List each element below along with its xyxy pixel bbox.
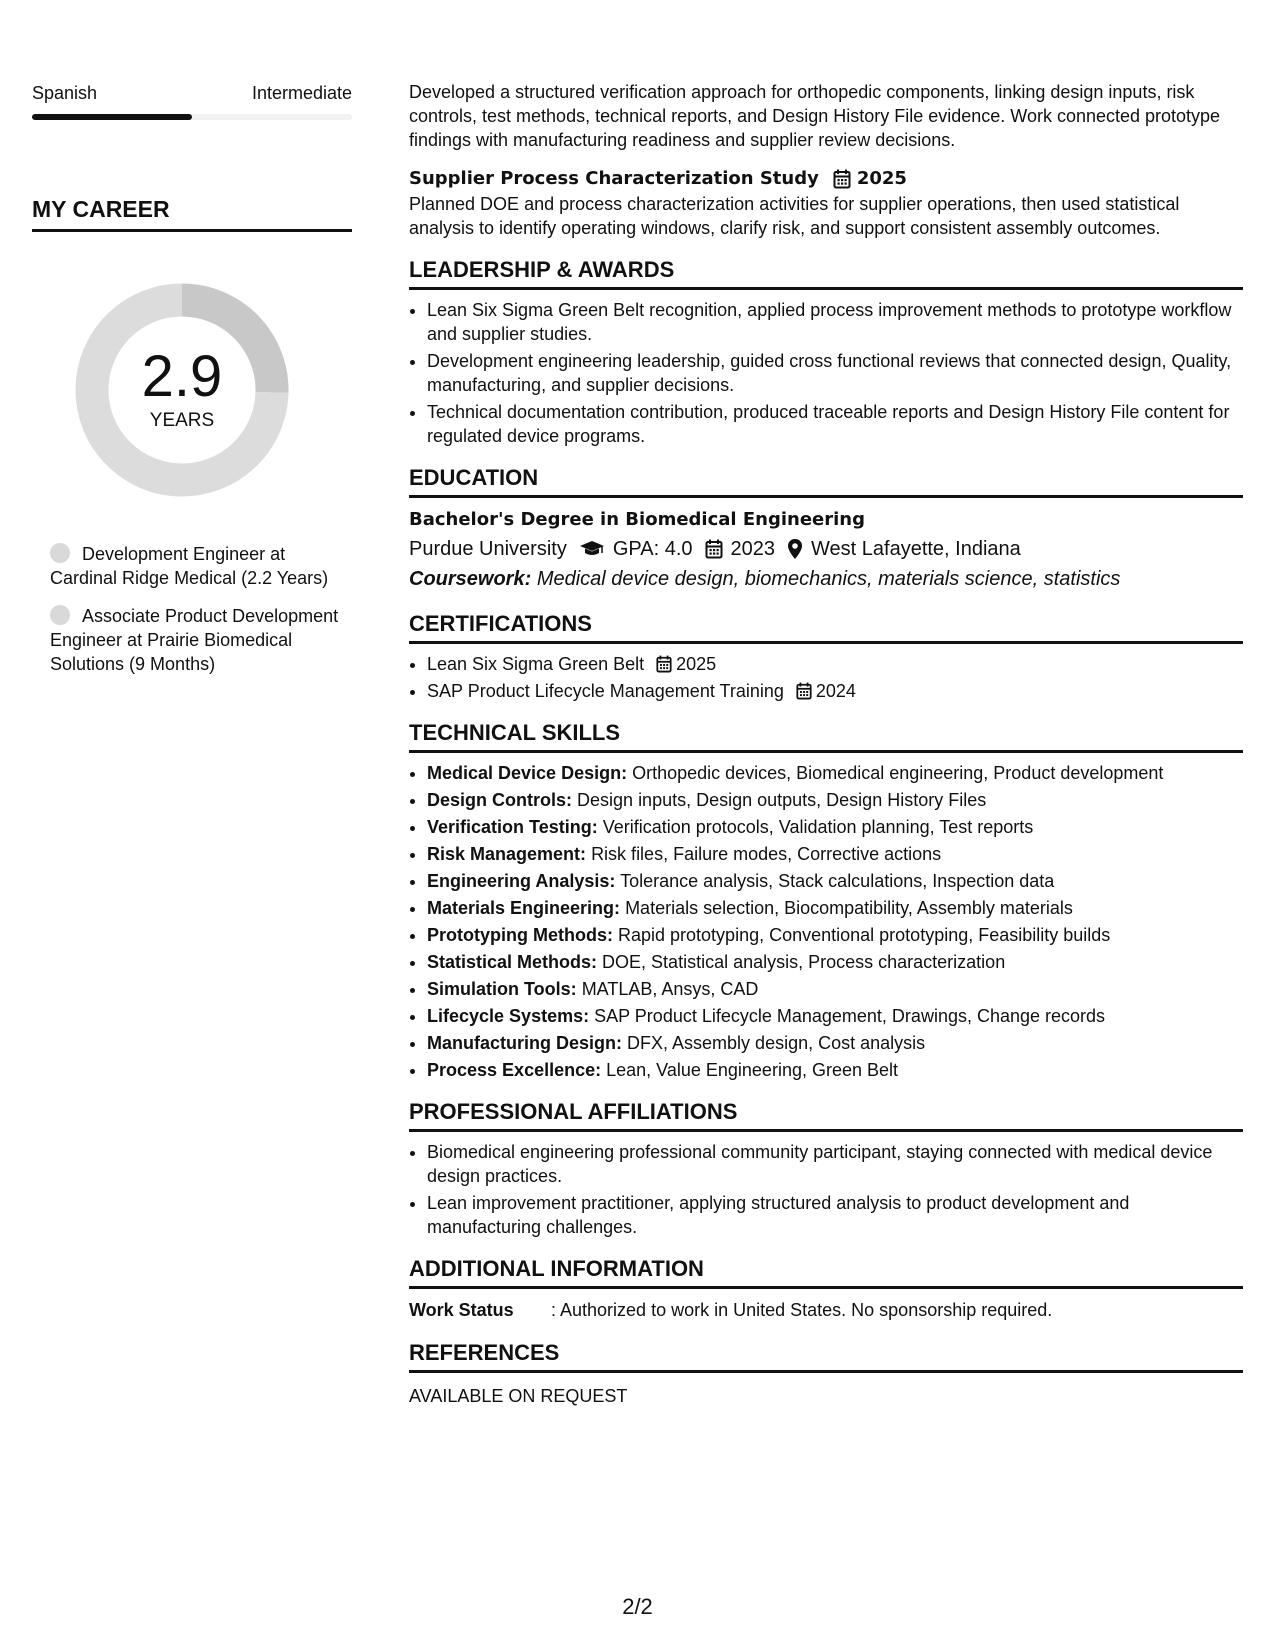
certifications-section — [409, 610, 1243, 703]
career-total-value: 2.9 — [141, 344, 223, 409]
skill-label: Prototyping Methods: — [427, 925, 613, 945]
skill-value: DFX, Assembly design, Cost analysis — [627, 1033, 926, 1053]
language-level: Intermediate — [251, 83, 352, 103]
skill-item — [427, 1031, 1243, 1055]
references-section — [409, 1339, 1243, 1409]
education-gpa: GPA: 4.0 — [612, 538, 693, 560]
skills-section — [409, 719, 1243, 1082]
list-item: • Technical documentation contribution, produced traceable reports and Design History File content for regulated device programs. — [427, 400, 1243, 448]
skill-value: Materials selection, Biocompatibility, Assembly materials — [625, 898, 1073, 918]
language-proficiency-bar — [32, 114, 352, 120]
skill-item — [427, 815, 1243, 839]
skill-value: MATLAB, Ansys, CAD — [581, 979, 759, 999]
education-section — [409, 464, 1243, 594]
work-status-row — [409, 1297, 1243, 1323]
skill-label: Risk Management: — [427, 844, 587, 864]
language-name: Spanish — [32, 83, 98, 103]
education-school: Purdue University — [409, 538, 567, 560]
skill-value: SAP Product Lifecycle Management, Drawings, Change records — [594, 1006, 1106, 1026]
section-title: ADDITIONAL INFORMATION — [409, 1255, 1243, 1289]
graduation-cap-icon — [579, 540, 605, 558]
skill-item — [427, 788, 1243, 812]
work-status-value: : Authorized to work in United States. No sponsorship required. — [551, 1300, 1053, 1320]
skill-value: Rapid prototyping, Conventional prototyping, Feasibility builds — [618, 925, 1111, 945]
project-description: Planned DOE and process characterization activities for supplier operations, then used statistical analysis to identify operating windows, clarify risk, and support consistent assembly outcomes. — [409, 194, 1180, 238]
skill-item — [427, 869, 1243, 893]
skill-value: Lean, Value Engineering, Green Belt — [606, 1060, 899, 1080]
career-total-unit: YEARS — [149, 410, 215, 431]
affiliations-section — [409, 1098, 1243, 1239]
section-title: LEADERSHIP & AWARDS — [409, 256, 1243, 290]
career-item — [50, 542, 352, 590]
career-donut-chart — [66, 274, 298, 506]
main-column — [409, 80, 1243, 1409]
career-item-text: Associate Product Development Engineer at Prairie Biomedical Solutions (9 Months) — [50, 606, 339, 674]
education-location: West Lafayette, Indiana — [811, 538, 1021, 560]
language-row — [32, 80, 352, 106]
references-text: AVAILABLE ON REQUEST — [409, 1386, 628, 1406]
work-status-label: Work Status — [409, 1300, 514, 1320]
education-degree: Bachelor's Degree in Biomedical Engineering — [409, 509, 865, 530]
page-number: 2/2 — [622, 1594, 653, 1619]
career-list — [32, 542, 352, 676]
skill-label: Process Excellence: — [427, 1060, 602, 1080]
career-dot-icon — [50, 543, 70, 563]
leadership-list — [409, 298, 1243, 448]
list-item: • Lean Six Sigma Green Belt recognition, applied process improvement methods to prototype workflow and supplier studies. — [427, 298, 1243, 346]
skill-value: Tolerance analysis, Stack calculations, Inspection data — [620, 871, 1055, 891]
experience-description: Developed a structured verification approach for orthopedic components, linking design inputs, risk controls, test methods, technical reports, and Design History File evidence. Work connected prototype findings with manufacturing readiness and supplier review decisions. — [409, 82, 1221, 150]
certification-name: • SAP Product Lifecycle Management Training — [427, 681, 784, 701]
sidebar — [32, 80, 352, 690]
skill-item — [427, 950, 1243, 974]
skill-label: Lifecycle Systems: — [427, 1006, 590, 1026]
section-title: TECHNICAL SKILLS — [409, 719, 1243, 753]
list-item — [427, 679, 1243, 703]
certification-entry — [427, 679, 1243, 703]
skill-label: Manufacturing Design: — [427, 1033, 623, 1053]
skill-label: Verification Testing: — [427, 817, 598, 837]
skill-label: Materials Engineering: — [427, 898, 621, 918]
calendar-icon — [656, 655, 672, 673]
calendar-icon — [796, 682, 812, 700]
list-item: • Biomedical engineering professional community participant, staying connected with medical device design practices. — [427, 1140, 1243, 1188]
list-item: • Development engineering leadership, guided cross functional reviews that connected design, Quality, manufacturing, and supplier decisions. — [427, 349, 1243, 397]
certification-year: 2025 — [676, 654, 717, 674]
career-dot-icon — [50, 605, 70, 625]
skill-value: Orthopedic devices, Biomedical engineering, Product development — [632, 763, 1164, 783]
certifications-list — [409, 652, 1243, 703]
section-title: PROFESSIONAL AFFILIATIONS — [409, 1098, 1243, 1132]
certification-entry — [427, 652, 1243, 676]
donut-center — [66, 274, 298, 506]
certification-year: 2024 — [815, 681, 856, 701]
skill-item — [427, 761, 1243, 785]
education-year: 2023 — [730, 538, 776, 560]
section-title: REFERENCES — [409, 1339, 1243, 1373]
project-header — [409, 166, 1243, 192]
education-coursework — [409, 564, 1243, 594]
coursework-label: Coursework: — [409, 568, 532, 590]
skill-item — [427, 923, 1243, 947]
section-title: CERTIFICATIONS — [409, 610, 1243, 644]
skill-item — [427, 1004, 1243, 1028]
career-item-text: Development Engineer at Cardinal Ridge Medical (2.2 Years) — [50, 544, 329, 588]
skill-value: Risk files, Failure modes, Corrective actions — [591, 844, 942, 864]
skill-item — [427, 1058, 1243, 1082]
skill-value: Design inputs, Design outputs, Design History Files — [577, 790, 987, 810]
calendar-icon — [705, 539, 723, 559]
skills-list — [409, 761, 1243, 1082]
certification-name: • Lean Six Sigma Green Belt — [427, 654, 645, 674]
affiliations-list — [409, 1140, 1243, 1239]
education-meta — [409, 534, 1243, 564]
skill-label: Statistical Methods: — [427, 952, 598, 972]
skill-label: Engineering Analysis: — [427, 871, 616, 891]
skill-item — [427, 842, 1243, 866]
additional-info-section — [409, 1255, 1243, 1323]
skill-item — [427, 896, 1243, 920]
skill-value: DOE, Statistical analysis, Process characterization — [602, 952, 1006, 972]
skill-label: Design Controls: — [427, 790, 573, 810]
skill-value: Verification protocols, Validation planning, Test reports — [602, 817, 1034, 837]
list-item — [427, 652, 1243, 676]
skill-label: Medical Device Design: — [427, 763, 628, 783]
section-title: EDUCATION — [409, 464, 1243, 498]
list-item: • Lean improvement practitioner, applying structured analysis to product development and manufacturing challenges. — [427, 1191, 1243, 1239]
leadership-section — [409, 256, 1243, 448]
map-pin-icon — [787, 538, 803, 560]
project-title: Supplier Process Characterization Study — [409, 168, 819, 189]
career-item — [50, 604, 352, 676]
skill-label: Simulation Tools: — [427, 979, 577, 999]
skill-item — [427, 977, 1243, 1001]
calendar-icon — [833, 169, 851, 189]
coursework-text: Medical device design, biomechanics, materials science, statistics — [536, 568, 1121, 590]
language-proficiency-fill — [32, 114, 192, 120]
project-year: 2025 — [856, 168, 907, 189]
career-section-title: MY CAREER — [32, 196, 352, 232]
